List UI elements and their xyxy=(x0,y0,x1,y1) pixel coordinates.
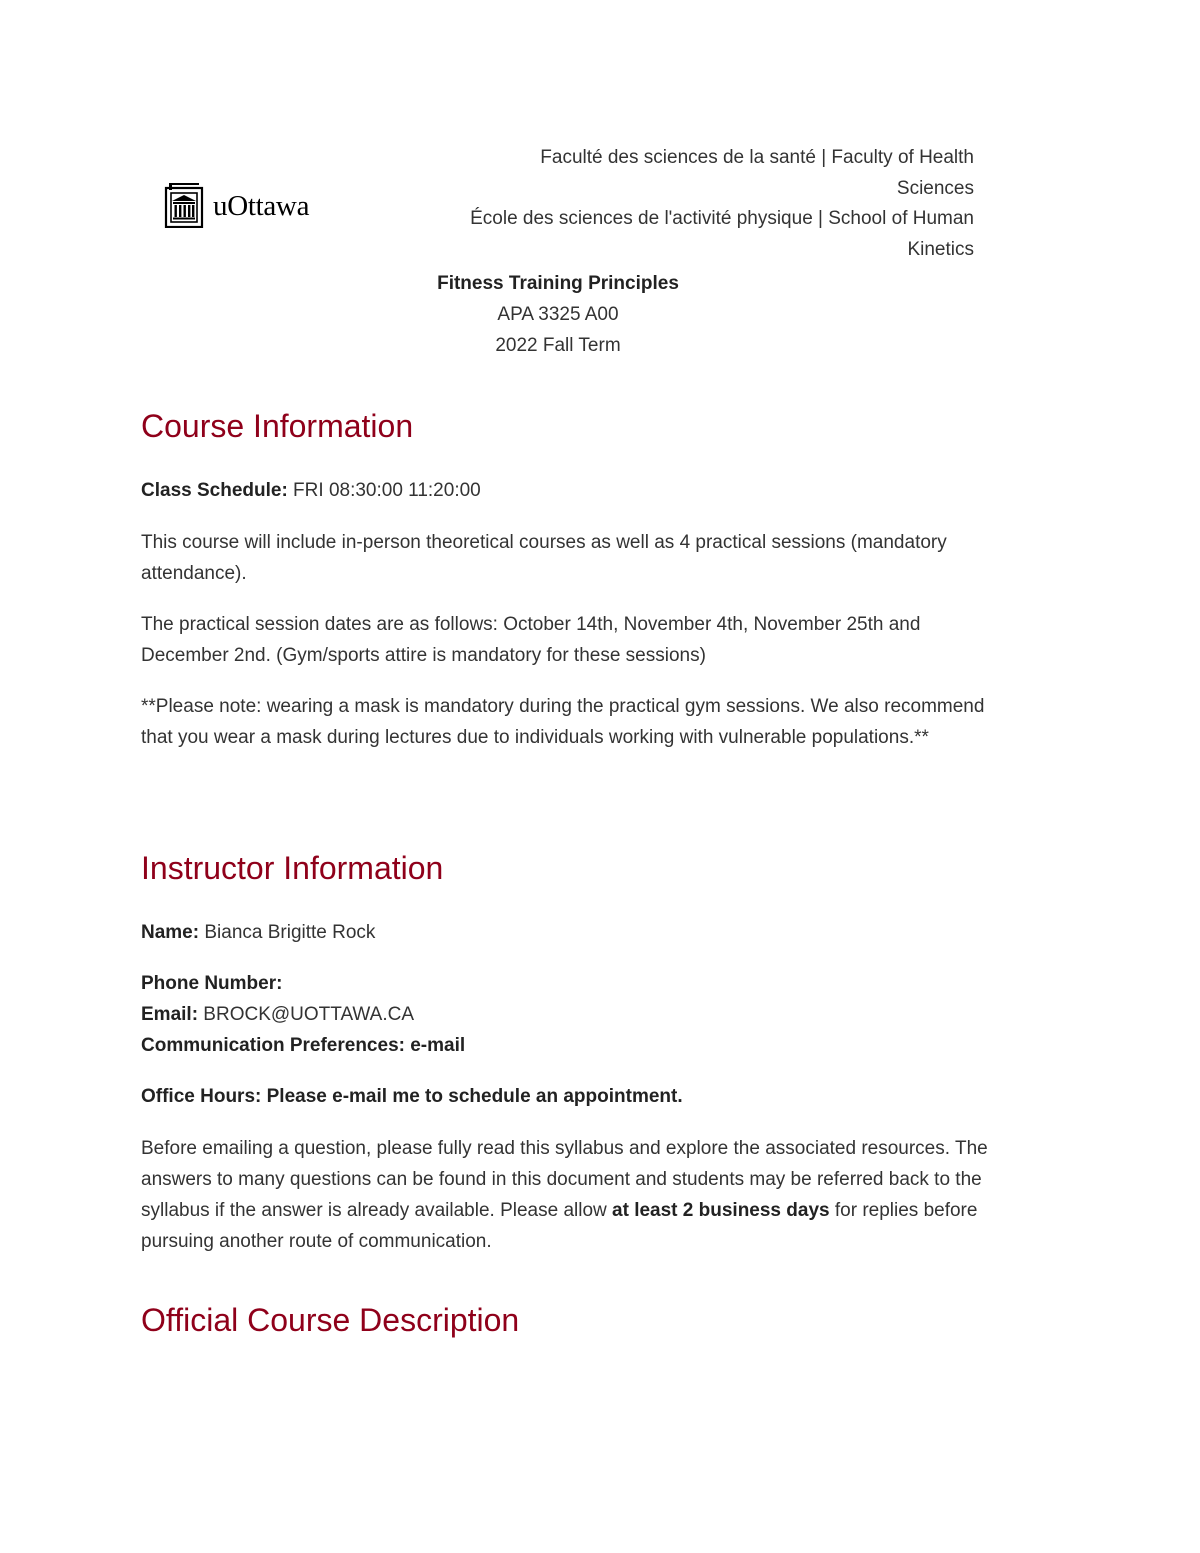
paragraph-line: answers to many questions can be found in this document and students may be referred back to the xyxy=(141,1169,982,1190)
email-value: BROCK@UOTTAWA.CA xyxy=(198,1004,415,1025)
school-line-continued: Kinetics xyxy=(907,238,974,260)
course-code: APA 3325 A00 xyxy=(497,304,619,325)
course-title: Fitness Training Principles xyxy=(437,273,679,294)
paragraph-line: attendance). xyxy=(141,563,247,584)
course-format-paragraph xyxy=(141,527,1061,589)
office-hours xyxy=(141,1081,1061,1112)
paragraph-line: **Please note: wearing a mask is mandatory during the practical gym sessions. We also recommend xyxy=(141,696,985,717)
course-term: 2022 Fall Term xyxy=(495,335,621,356)
paragraph-line: pursuing another route of communication. xyxy=(141,1231,492,1252)
phone-label: Phone Number: xyxy=(141,973,283,994)
paragraph-line: The practical session dates are as follows: October 14th, November 4th, November 25th and xyxy=(141,614,921,635)
faculty-header xyxy=(420,143,974,265)
communication-preferences: Communication Preferences: e-mail xyxy=(141,1035,466,1056)
name-label: Name: xyxy=(141,922,200,943)
practical-dates-paragraph xyxy=(141,609,1061,671)
course-information-heading: Course Information xyxy=(141,408,414,444)
paragraph-line: December 2nd. (Gym/sports attire is mandatory for these sessions) xyxy=(141,645,706,666)
paragraph-text: syllabus if the answer is already available. Please allow xyxy=(141,1200,613,1221)
faculty-line-continued: Sciences xyxy=(896,177,974,199)
paragraph-line: Before emailing a question, please fully read this syllabus and explore the associated resources. The xyxy=(141,1138,988,1159)
instructor-contact xyxy=(141,968,1061,1061)
logo-wordmark: uOttawa xyxy=(213,189,310,222)
faculty-line: Faculté des sciences de la santé | Faculty of Health xyxy=(540,147,974,168)
office-hours-label: Office Hours: Please e-mail me to schedule an appointment. xyxy=(141,1086,683,1107)
class-schedule xyxy=(141,475,1061,506)
course-title-block xyxy=(330,268,786,361)
official-course-description-heading: Official Course Description xyxy=(141,1302,520,1338)
mask-note-paragraph xyxy=(141,691,1061,753)
email-guidelines-paragraph xyxy=(141,1133,1061,1257)
instructor-information-heading: Instructor Information xyxy=(141,850,444,886)
paragraph-line: This course will include in-person theoretical courses as well as 4 practical sessions (mandatory xyxy=(141,532,947,553)
class-schedule-value: FRI 08:30:00 11:20:00 xyxy=(287,480,481,501)
reply-time-emphasis: at least 2 business days xyxy=(612,1200,830,1221)
paragraph-line: that you wear a mask during lectures due to individuals working with vulnerable populations.** xyxy=(141,727,929,748)
instructor-name xyxy=(141,917,1061,948)
university-building-icon xyxy=(164,182,204,228)
uottawa-logo xyxy=(164,182,309,228)
email-label: Email: xyxy=(141,1004,199,1025)
name-value: Bianca Brigitte Rock xyxy=(199,922,376,943)
class-schedule-label: Class Schedule: xyxy=(141,480,288,501)
school-line: École des sciences de l'activité physique | School of Human xyxy=(470,208,974,229)
paragraph-text: for replies before xyxy=(829,1200,978,1221)
